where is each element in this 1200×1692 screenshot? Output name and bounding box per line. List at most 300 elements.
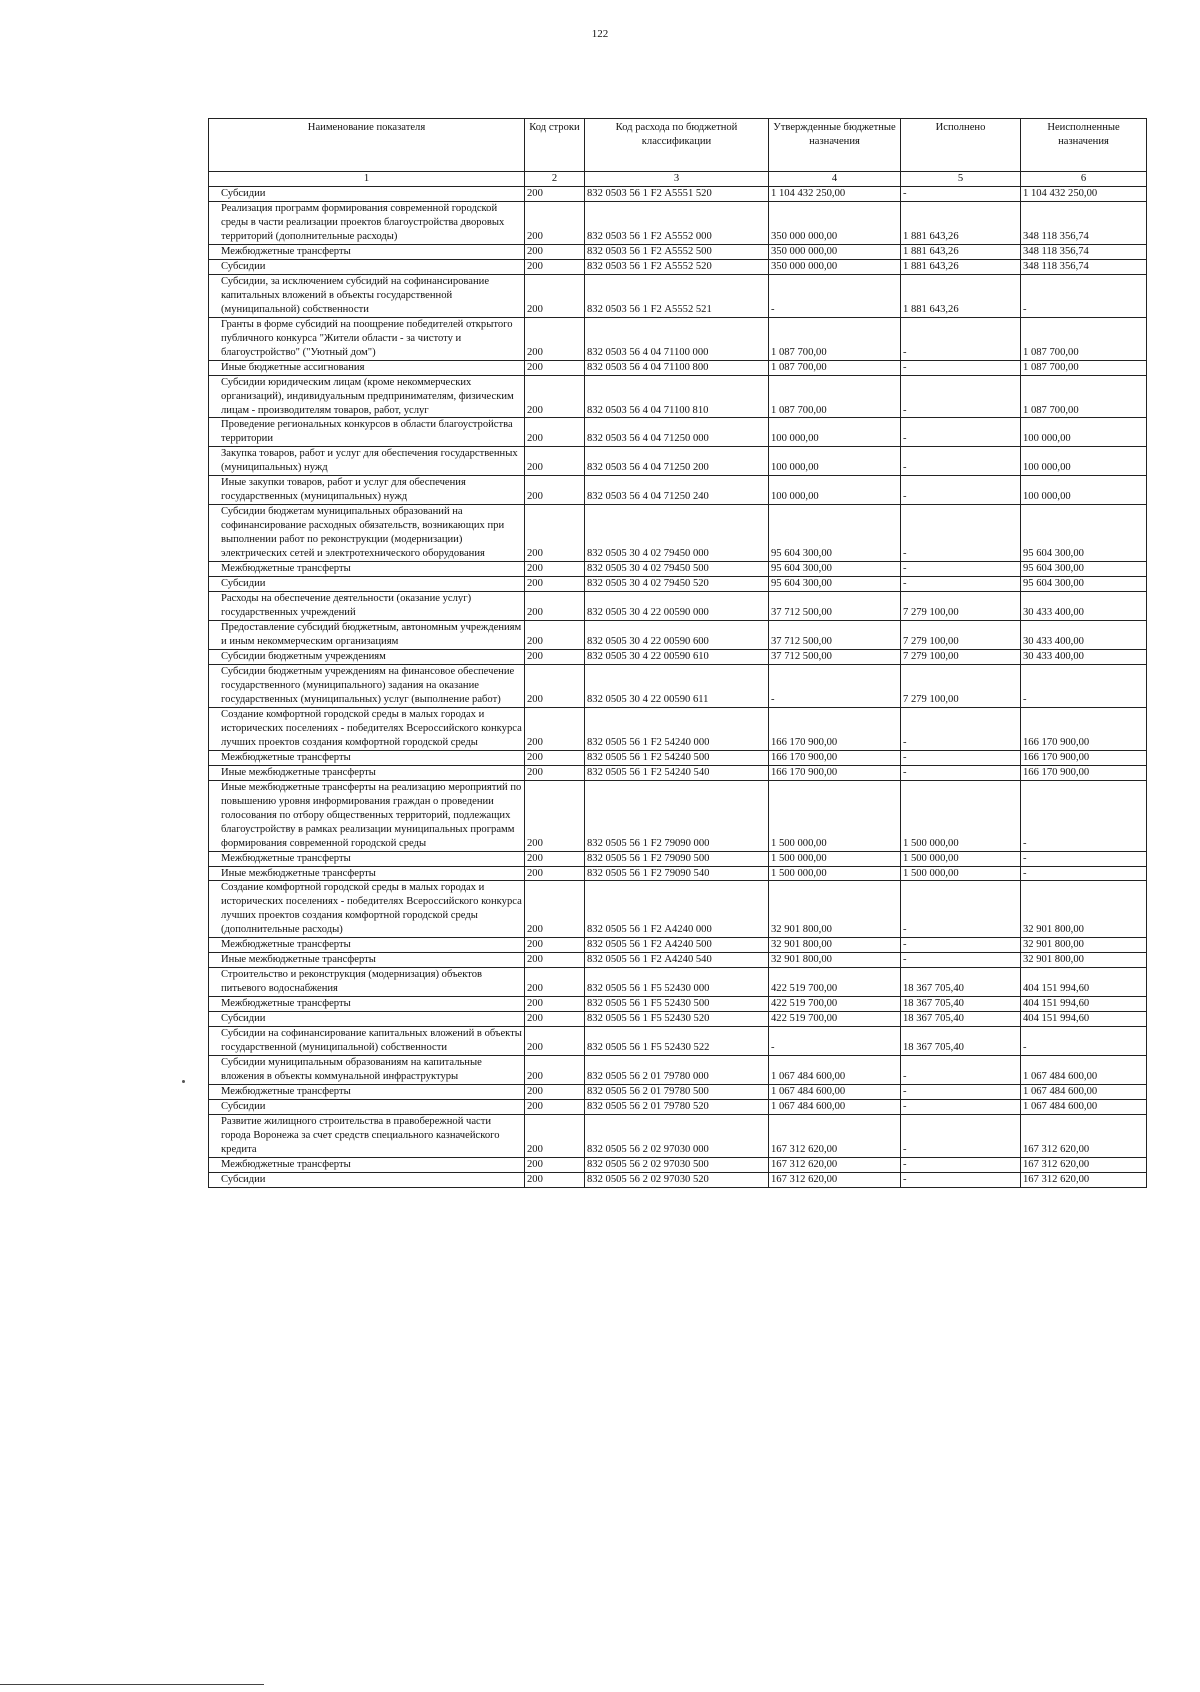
row-executed: 1 881 643,26 xyxy=(901,201,1021,244)
row-line-code: 200 xyxy=(525,562,585,577)
row-approved: 95 604 300,00 xyxy=(769,577,901,592)
row-unexecuted: 167 312 620,00 xyxy=(1021,1114,1147,1157)
row-name-text: Иные межбюджетные трансферты на реализацию мероприятий по повышению уровня информирования граждан о проведении голосования по отбору общественных территорий, подлежащих благоустройству в рамках реализации муниципальных программ формирования современной городской среды xyxy=(221,781,522,849)
row-approved: 422 519 700,00 xyxy=(769,997,901,1012)
row-approved: 1 087 700,00 xyxy=(769,375,901,418)
row-executed: 1 881 643,26 xyxy=(901,259,1021,274)
row-name xyxy=(209,953,525,968)
row-executed: - xyxy=(901,1172,1021,1187)
row-executed: - xyxy=(901,953,1021,968)
table-row xyxy=(209,664,1147,707)
row-name-text: Иные бюджетные ассигнования xyxy=(221,361,365,373)
row-line-code: 200 xyxy=(525,1100,585,1115)
header-unexecuted: Неисполненные назначения xyxy=(1021,119,1147,172)
table-row xyxy=(209,968,1147,997)
row-name-text: Межбюджетные трансферты xyxy=(221,1158,351,1170)
row-line-code: 200 xyxy=(525,476,585,505)
row-approved: 350 000 000,00 xyxy=(769,259,901,274)
row-approved: 167 312 620,00 xyxy=(769,1172,901,1187)
row-line-code: 200 xyxy=(525,244,585,259)
row-name-text: Расходы на обеспечение деятельности (оказание услуг) государственных учреждений xyxy=(221,593,472,619)
row-budget-code: 832 0505 56 1 F2 А4240 540 xyxy=(585,953,769,968)
row-line-code: 200 xyxy=(525,360,585,375)
row-approved: 1 087 700,00 xyxy=(769,360,901,375)
row-unexecuted: 100 000,00 xyxy=(1021,418,1147,447)
column-number: 5 xyxy=(901,172,1021,187)
row-name xyxy=(209,938,525,953)
row-budget-code: 832 0505 56 1 F2 А4240 500 xyxy=(585,938,769,953)
row-executed: - xyxy=(901,447,1021,476)
row-executed: - xyxy=(901,750,1021,765)
row-name-text: Межбюджетные трансферты xyxy=(221,563,351,575)
row-budget-code: 832 0505 30 4 02 79450 500 xyxy=(585,562,769,577)
row-executed: - xyxy=(901,476,1021,505)
budget-execution-table xyxy=(208,118,1147,1188)
row-name-text: Закупка товаров, работ и услуг для обеспечения государственных (муниципальных) нужд xyxy=(221,448,518,474)
table-row xyxy=(209,360,1147,375)
row-approved: 32 901 800,00 xyxy=(769,938,901,953)
column-number: 1 xyxy=(209,172,525,187)
row-name xyxy=(209,1056,525,1085)
row-budget-code: 832 0505 30 4 02 79450 000 xyxy=(585,505,769,562)
row-budget-code: 832 0505 30 4 22 00590 611 xyxy=(585,664,769,707)
row-line-code: 200 xyxy=(525,953,585,968)
row-name xyxy=(209,649,525,664)
row-unexecuted: 1 067 484 600,00 xyxy=(1021,1056,1147,1085)
row-name xyxy=(209,1012,525,1027)
row-executed: - xyxy=(901,186,1021,201)
row-budget-code: 832 0505 56 2 02 97030 500 xyxy=(585,1157,769,1172)
row-approved: 1 087 700,00 xyxy=(769,317,901,360)
header-row xyxy=(209,119,1147,172)
page-number: 122 xyxy=(591,28,609,40)
row-name xyxy=(209,375,525,418)
row-line-code: 200 xyxy=(525,1114,585,1157)
row-name xyxy=(209,1027,525,1056)
row-unexecuted: 32 901 800,00 xyxy=(1021,953,1147,968)
row-name xyxy=(209,1114,525,1157)
row-approved: - xyxy=(769,274,901,317)
row-approved: 166 170 900,00 xyxy=(769,707,901,750)
row-executed: - xyxy=(901,375,1021,418)
row-executed: - xyxy=(901,1056,1021,1085)
table-body xyxy=(209,186,1147,1187)
row-unexecuted: 100 000,00 xyxy=(1021,476,1147,505)
row-name xyxy=(209,505,525,562)
row-name-text: Иные межбюджетные трансферты xyxy=(221,867,376,879)
table-row xyxy=(209,476,1147,505)
row-executed: - xyxy=(901,881,1021,938)
row-approved: 37 712 500,00 xyxy=(769,621,901,650)
row-budget-code: 832 0503 56 1 F2 А5552 000 xyxy=(585,201,769,244)
row-name-text: Создание комфортной городской среды в малых городах и исторических поселениях - победителях Всероссийского конкурса лучших проектов создания комфортной городской среды (дополнительные расходы) xyxy=(221,882,522,936)
table-row xyxy=(209,1114,1147,1157)
row-name-text: Создание комфортной городской среды в малых городах и исторических поселениях - победителях Всероссийского конкурса лучших проектов создания комфортной городской среды xyxy=(221,708,522,748)
table-row xyxy=(209,505,1147,562)
row-budget-code: 832 0505 30 4 22 00590 610 xyxy=(585,649,769,664)
row-line-code: 200 xyxy=(525,881,585,938)
row-approved: 166 170 900,00 xyxy=(769,750,901,765)
row-name-text: Субсидии муниципальным образованиям на капитальные вложения в объекты коммунальной инфраструктуры xyxy=(221,1057,482,1083)
row-name xyxy=(209,562,525,577)
row-name xyxy=(209,851,525,866)
row-name xyxy=(209,780,525,851)
row-approved: 100 000,00 xyxy=(769,418,901,447)
row-line-code: 200 xyxy=(525,259,585,274)
row-executed: 1 881 643,26 xyxy=(901,274,1021,317)
row-approved: 37 712 500,00 xyxy=(769,649,901,664)
table-row xyxy=(209,375,1147,418)
row-executed: 1 500 000,00 xyxy=(901,780,1021,851)
row-budget-code: 832 0505 30 4 02 79450 520 xyxy=(585,577,769,592)
row-budget-code: 832 0503 56 1 F2 А5551 520 xyxy=(585,186,769,201)
row-budget-code: 832 0503 56 4 04 71100 000 xyxy=(585,317,769,360)
row-name xyxy=(209,418,525,447)
row-name xyxy=(209,1085,525,1100)
row-approved: 1 067 484 600,00 xyxy=(769,1056,901,1085)
row-executed: - xyxy=(901,1085,1021,1100)
row-budget-code: 832 0505 56 1 F2 54240 540 xyxy=(585,765,769,780)
row-unexecuted: 1 087 700,00 xyxy=(1021,360,1147,375)
row-name-text: Субсидии xyxy=(221,187,266,199)
row-line-code: 200 xyxy=(525,968,585,997)
row-line-code: 200 xyxy=(525,1012,585,1027)
row-name-text: Субсидии юридическим лицам (кроме некоммерческих организаций), индивидуальным предпринимателям, физическим лицам - производителям товаров, работ, услуг xyxy=(221,376,514,416)
row-executed: - xyxy=(901,938,1021,953)
row-executed: - xyxy=(901,505,1021,562)
row-unexecuted: 95 604 300,00 xyxy=(1021,505,1147,562)
row-name xyxy=(209,750,525,765)
row-approved: 95 604 300,00 xyxy=(769,562,901,577)
row-executed: 7 279 100,00 xyxy=(901,649,1021,664)
row-approved: 100 000,00 xyxy=(769,476,901,505)
row-name-text: Гранты в форме субсидий на поощрение победителей открытого публичного конкурса "Жители области - за чистоту и благоустройство" ("Уютный дом") xyxy=(221,318,513,358)
row-unexecuted: 30 433 400,00 xyxy=(1021,621,1147,650)
row-executed: - xyxy=(901,317,1021,360)
row-line-code: 200 xyxy=(525,186,585,201)
row-approved: 350 000 000,00 xyxy=(769,201,901,244)
row-name-text: Иные межбюджетные трансферты xyxy=(221,766,376,778)
row-approved: 95 604 300,00 xyxy=(769,505,901,562)
row-executed: - xyxy=(901,418,1021,447)
row-unexecuted: 166 170 900,00 xyxy=(1021,750,1147,765)
row-name-text: Иные межбюджетные трансферты xyxy=(221,954,376,966)
row-line-code: 200 xyxy=(525,664,585,707)
table-row xyxy=(209,707,1147,750)
row-name xyxy=(209,577,525,592)
row-budget-code: 832 0505 56 2 02 97030 520 xyxy=(585,1172,769,1187)
table-row xyxy=(209,201,1147,244)
row-unexecuted: 1 067 484 600,00 xyxy=(1021,1085,1147,1100)
row-unexecuted: 30 433 400,00 xyxy=(1021,649,1147,664)
row-name xyxy=(209,476,525,505)
row-name xyxy=(209,186,525,201)
row-executed: 1 500 000,00 xyxy=(901,866,1021,881)
table-row xyxy=(209,1027,1147,1056)
row-name xyxy=(209,201,525,244)
row-name-text: Межбюджетные трансферты xyxy=(221,245,351,257)
row-line-code: 200 xyxy=(525,780,585,851)
row-approved: 100 000,00 xyxy=(769,447,901,476)
footer-rule xyxy=(0,1684,264,1685)
row-unexecuted: 1 087 700,00 xyxy=(1021,317,1147,360)
row-unexecuted: 32 901 800,00 xyxy=(1021,938,1147,953)
row-unexecuted: - xyxy=(1021,851,1147,866)
row-budget-code: 832 0505 56 2 02 97030 000 xyxy=(585,1114,769,1157)
row-line-code: 200 xyxy=(525,851,585,866)
column-number: 3 xyxy=(585,172,769,187)
header-executed: Исполнено xyxy=(901,119,1021,172)
row-line-code: 200 xyxy=(525,866,585,881)
row-line-code: 200 xyxy=(525,418,585,447)
row-line-code: 200 xyxy=(525,1085,585,1100)
table-row xyxy=(209,866,1147,881)
row-name xyxy=(209,664,525,707)
row-budget-code: 832 0503 56 1 F2 А5552 520 xyxy=(585,259,769,274)
row-approved: 37 712 500,00 xyxy=(769,592,901,621)
row-unexecuted: 95 604 300,00 xyxy=(1021,562,1147,577)
row-executed: 7 279 100,00 xyxy=(901,621,1021,650)
table-row xyxy=(209,592,1147,621)
row-name-text: Субсидии xyxy=(221,1013,266,1025)
row-approved: 1 500 000,00 xyxy=(769,866,901,881)
row-name xyxy=(209,1172,525,1187)
row-line-code: 200 xyxy=(525,592,585,621)
row-approved: - xyxy=(769,664,901,707)
row-budget-code: 832 0505 56 2 01 79780 500 xyxy=(585,1085,769,1100)
row-budget-code: 832 0505 30 4 22 00590 000 xyxy=(585,592,769,621)
row-unexecuted: 348 118 356,74 xyxy=(1021,244,1147,259)
header-approved: Утвержденные бюджетные назначения xyxy=(769,119,901,172)
row-name-text: Субсидии, за исключением субсидий на софинансирование капитальных вложений в объекты государственной (муниципальной) собственности xyxy=(221,275,490,315)
row-line-code: 200 xyxy=(525,997,585,1012)
row-budget-code: 832 0503 56 4 04 71100 810 xyxy=(585,375,769,418)
row-line-code: 200 xyxy=(525,649,585,664)
table-row xyxy=(209,186,1147,201)
row-name-text: Предоставление субсидий бюджетным, автономным учреждениям и иным некоммерческим организациям xyxy=(221,622,522,647)
table-row xyxy=(209,1012,1147,1027)
row-unexecuted: 1 104 432 250,00 xyxy=(1021,186,1147,201)
row-name xyxy=(209,881,525,938)
row-budget-code: 832 0503 56 4 04 71100 800 xyxy=(585,360,769,375)
row-unexecuted: 32 901 800,00 xyxy=(1021,881,1147,938)
column-number: 6 xyxy=(1021,172,1147,187)
margin-mark xyxy=(182,1080,185,1083)
row-line-code: 200 xyxy=(525,938,585,953)
row-name-text: Субсидии xyxy=(221,578,266,590)
row-unexecuted: 30 433 400,00 xyxy=(1021,592,1147,621)
row-name-text: Межбюджетные трансферты xyxy=(221,751,351,763)
row-executed: - xyxy=(901,765,1021,780)
row-name-text: Иные закупки товаров, работ и услуг для обеспечения государственных (муниципальных) нужд xyxy=(221,477,466,503)
table-row xyxy=(209,649,1147,664)
table-row xyxy=(209,780,1147,851)
row-name xyxy=(209,244,525,259)
row-budget-code: 832 0505 56 1 F2 79090 500 xyxy=(585,851,769,866)
row-unexecuted: 404 151 994,60 xyxy=(1021,968,1147,997)
row-name xyxy=(209,360,525,375)
table-row xyxy=(209,577,1147,592)
row-line-code: 200 xyxy=(525,707,585,750)
row-approved: 32 901 800,00 xyxy=(769,953,901,968)
header-line-code: Код строки xyxy=(525,119,585,172)
row-budget-code: 832 0505 56 1 F5 52430 522 xyxy=(585,1027,769,1056)
row-name-text: Субсидии на софинансирование капитальных вложений в объекты государственной (муниципальной) собственности xyxy=(221,1028,522,1054)
row-line-code: 200 xyxy=(525,765,585,780)
row-name xyxy=(209,707,525,750)
row-budget-code: 832 0505 56 2 01 79780 000 xyxy=(585,1056,769,1085)
row-name-text: Межбюджетные трансферты xyxy=(221,998,351,1010)
table-row xyxy=(209,1085,1147,1100)
table-row xyxy=(209,274,1147,317)
row-name xyxy=(209,592,525,621)
row-name xyxy=(209,866,525,881)
row-line-code: 200 xyxy=(525,201,585,244)
row-executed: 7 279 100,00 xyxy=(901,592,1021,621)
row-name-text: Межбюджетные трансферты xyxy=(221,939,351,951)
row-executed: - xyxy=(901,577,1021,592)
row-executed: 7 279 100,00 xyxy=(901,664,1021,707)
table-row xyxy=(209,1172,1147,1187)
row-name-text: Строительство и реконструкция (модернизация) объектов питьевого водоснабжения xyxy=(221,969,483,995)
row-line-code: 200 xyxy=(525,750,585,765)
row-budget-code: 832 0505 56 2 01 79780 520 xyxy=(585,1100,769,1115)
row-name-text: Субсидии бюджетным учреждениям на финансовое обеспечение государственного (муниципального) задания на оказание государственных (муниципальных) услуг (выполнение работ) xyxy=(221,665,515,705)
row-name-text: Субсидии бюджетам муниципальных образований на софинансирование расходных обязательств, возникающих при выполнении работ по реконструкции (модернизации) электрических сетей и электротехнического оборудования xyxy=(221,506,505,560)
row-line-code: 200 xyxy=(525,1027,585,1056)
table-row xyxy=(209,621,1147,650)
row-budget-code: 832 0503 56 4 04 71250 000 xyxy=(585,418,769,447)
row-budget-code: 832 0503 56 4 04 71250 200 xyxy=(585,447,769,476)
row-name-text: Межбюджетные трансферты xyxy=(221,1086,351,1098)
row-executed: 18 367 705,40 xyxy=(901,968,1021,997)
row-executed: - xyxy=(901,562,1021,577)
table-row xyxy=(209,851,1147,866)
row-unexecuted: 1 087 700,00 xyxy=(1021,375,1147,418)
row-name-text: Субсидии бюджетным учреждениям xyxy=(221,650,386,662)
row-name-text: Проведение региональных конкурсов в области благоустройства территории xyxy=(221,419,513,445)
table-row xyxy=(209,317,1147,360)
row-executed: - xyxy=(901,1157,1021,1172)
row-name-text: Субсидии xyxy=(221,1173,266,1185)
row-name-text: Субсидии xyxy=(221,260,266,272)
row-unexecuted: 166 170 900,00 xyxy=(1021,707,1147,750)
row-name xyxy=(209,259,525,274)
row-executed: - xyxy=(901,1114,1021,1157)
table-row xyxy=(209,997,1147,1012)
row-name xyxy=(209,1157,525,1172)
row-line-code: 200 xyxy=(525,274,585,317)
table-row xyxy=(209,938,1147,953)
header-name: Наименование показателя xyxy=(209,119,525,172)
row-budget-code: 832 0503 56 1 F2 А5552 521 xyxy=(585,274,769,317)
row-unexecuted: 404 151 994,60 xyxy=(1021,1012,1147,1027)
row-unexecuted: 167 312 620,00 xyxy=(1021,1157,1147,1172)
row-budget-code: 832 0505 56 1 F2 А4240 000 xyxy=(585,881,769,938)
row-line-code: 200 xyxy=(525,1157,585,1172)
column-number: 4 xyxy=(769,172,901,187)
row-unexecuted: 348 118 356,74 xyxy=(1021,201,1147,244)
row-unexecuted: - xyxy=(1021,664,1147,707)
row-budget-code: 832 0505 56 1 F5 52430 500 xyxy=(585,997,769,1012)
row-line-code: 200 xyxy=(525,317,585,360)
row-name-text: Реализация программ формирования современной городской среды в части реализации проектов благоустройства дворовых территорий (дополнительные расходы) xyxy=(221,202,505,242)
row-name-text: Межбюджетные трансферты xyxy=(221,852,351,864)
table-row xyxy=(209,1100,1147,1115)
row-approved: 422 519 700,00 xyxy=(769,1012,901,1027)
table-row xyxy=(209,1157,1147,1172)
row-name xyxy=(209,317,525,360)
row-executed: - xyxy=(901,1100,1021,1115)
row-name xyxy=(209,997,525,1012)
row-unexecuted: 404 151 994,60 xyxy=(1021,997,1147,1012)
table-row xyxy=(209,953,1147,968)
table-row xyxy=(209,750,1147,765)
row-approved: 167 312 620,00 xyxy=(769,1114,901,1157)
table-row xyxy=(209,1056,1147,1085)
row-line-code: 200 xyxy=(525,447,585,476)
row-approved: 350 000 000,00 xyxy=(769,244,901,259)
row-line-code: 200 xyxy=(525,505,585,562)
row-name-text: Развитие жилищного строительства в правобережной части города Воронежа за счет средств специального казначейского кредита xyxy=(221,1115,500,1155)
row-budget-code: 832 0505 30 4 22 00590 600 xyxy=(585,621,769,650)
table-row xyxy=(209,562,1147,577)
header-budget-code: Код расхода по бюджетной классификации xyxy=(585,119,769,172)
row-executed: 1 500 000,00 xyxy=(901,851,1021,866)
row-approved: 1 500 000,00 xyxy=(769,780,901,851)
row-approved: 1 500 000,00 xyxy=(769,851,901,866)
row-executed: - xyxy=(901,360,1021,375)
row-budget-code: 832 0505 56 1 F2 79090 000 xyxy=(585,780,769,851)
row-name xyxy=(209,968,525,997)
row-name xyxy=(209,621,525,650)
row-name xyxy=(209,274,525,317)
row-unexecuted: - xyxy=(1021,274,1147,317)
row-unexecuted: 166 170 900,00 xyxy=(1021,765,1147,780)
row-line-code: 200 xyxy=(525,1056,585,1085)
row-approved: 167 312 620,00 xyxy=(769,1157,901,1172)
table-row xyxy=(209,447,1147,476)
row-unexecuted: 1 067 484 600,00 xyxy=(1021,1100,1147,1115)
row-approved: 1 067 484 600,00 xyxy=(769,1100,901,1115)
row-approved: 1 067 484 600,00 xyxy=(769,1085,901,1100)
column-number-row xyxy=(209,172,1147,187)
row-line-code: 200 xyxy=(525,621,585,650)
row-name xyxy=(209,447,525,476)
row-budget-code: 832 0505 56 1 F5 52430 000 xyxy=(585,968,769,997)
row-executed: 18 367 705,40 xyxy=(901,997,1021,1012)
row-budget-code: 832 0503 56 4 04 71250 240 xyxy=(585,476,769,505)
row-approved: 32 901 800,00 xyxy=(769,881,901,938)
row-budget-code: 832 0505 56 1 F2 54240 500 xyxy=(585,750,769,765)
row-approved: 166 170 900,00 xyxy=(769,765,901,780)
row-name xyxy=(209,1100,525,1115)
row-name xyxy=(209,765,525,780)
row-executed: - xyxy=(901,707,1021,750)
row-unexecuted: - xyxy=(1021,780,1147,851)
row-budget-code: 832 0503 56 1 F2 А5552 500 xyxy=(585,244,769,259)
row-line-code: 200 xyxy=(525,375,585,418)
row-budget-code: 832 0505 56 1 F2 79090 540 xyxy=(585,866,769,881)
row-unexecuted: 167 312 620,00 xyxy=(1021,1172,1147,1187)
table-row xyxy=(209,259,1147,274)
table-row xyxy=(209,244,1147,259)
row-unexecuted: 95 604 300,00 xyxy=(1021,577,1147,592)
row-executed: 18 367 705,40 xyxy=(901,1027,1021,1056)
row-approved: - xyxy=(769,1027,901,1056)
row-line-code: 200 xyxy=(525,1172,585,1187)
row-executed: 1 881 643,26 xyxy=(901,244,1021,259)
